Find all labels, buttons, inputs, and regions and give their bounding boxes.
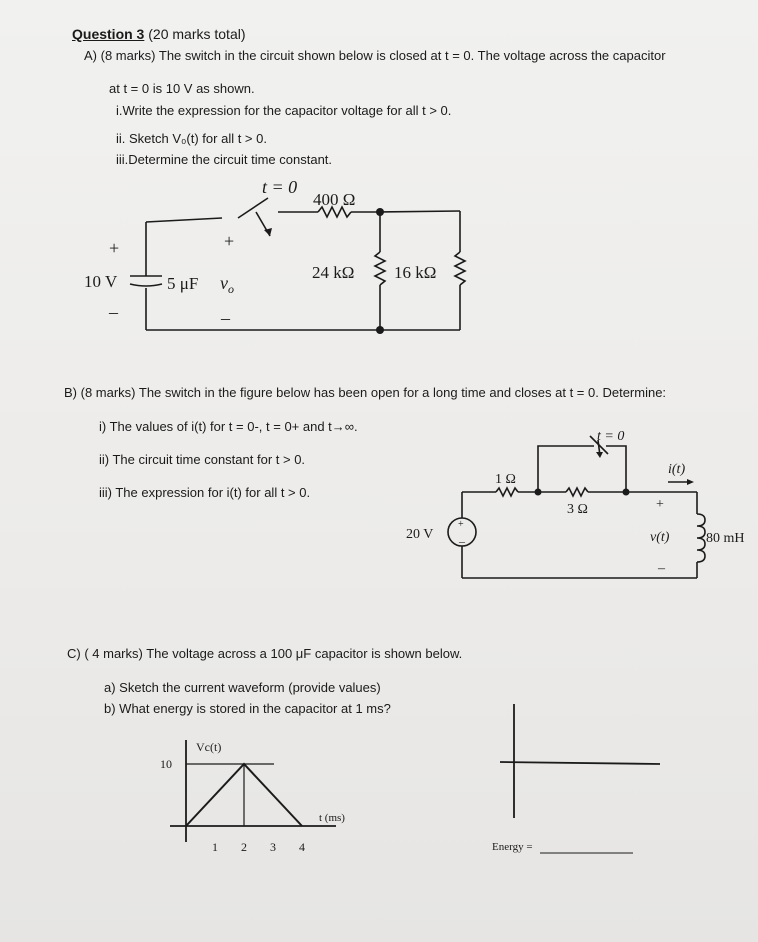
answer-graph-x-axis <box>500 762 660 764</box>
circuit-b-source-plus: + <box>458 519 464 530</box>
circuit-a-vo-minus: – <box>221 308 230 328</box>
circuit-b-inductor-label: 80 mH <box>706 531 745 546</box>
question-marks: (20 marks total) <box>148 26 246 42</box>
energy-label: Energy = <box>492 841 533 853</box>
graph-x-label: t (ms) <box>319 812 345 824</box>
part-c-intro: C) ( 4 marks) The voltage across a 100 μF capacitor is shown below. <box>67 646 463 661</box>
part-a-item-ii: ii. Sketch V₀(t) for all t > 0. <box>116 131 267 146</box>
circuit-a-switch-label: t = 0 <box>262 177 298 197</box>
circuit-b-voltage-label: v(t) <box>650 530 670 545</box>
part-b-item-ii: ii) The circuit time constant for t > 0. <box>99 452 306 467</box>
circuit-a-cap-label: 5 μF <box>167 274 199 293</box>
part-a-intro-line2: at t = 0 is 10 V as shown. <box>109 81 255 96</box>
circuit-b-voltage-plus: + <box>656 497 664 512</box>
graph-x-tick-4: 4 <box>299 840 305 854</box>
part-c-item-b: b) What energy is stored in the capacitor at 1 ms? <box>104 701 391 716</box>
question-title: Question 3 <box>72 26 145 42</box>
circuit-b-switch-label: t = 0 <box>597 429 625 444</box>
circuit-b-voltage-minus: – <box>658 561 665 576</box>
circuit-a-source-minus: – <box>109 302 118 322</box>
graph-x-tick-3: 3 <box>270 840 276 854</box>
circuit-b-current-label: i(t) <box>668 462 686 477</box>
part-a-intro-line1: A) (8 marks) The switch in the circuit shown below is closed at t = 0. The voltage across the capacitor <box>84 48 666 63</box>
circuit-a-r24-label: 24 kΩ <box>312 263 355 282</box>
circuit-a-resistor-label: 400 Ω <box>313 190 356 209</box>
part-a-item-i: i.Write the expression for the capacitor voltage for all t > 0. <box>116 103 452 118</box>
circuit-a-source-plus: + <box>109 238 120 258</box>
circuit-a-vo-subscript: o <box>228 282 234 296</box>
circuit-b-source-label: 20 V <box>406 527 434 542</box>
part-b-intro: B) (8 marks) The switch in the figure below has been open for a long time and closes at t = 0. Determine: <box>64 385 667 400</box>
graph-y-label: Vc(t) <box>196 740 222 754</box>
part-b-item-iii: iii) The expression for i(t) for all t > 0. <box>99 485 311 500</box>
part-c-item-a: a) Sketch the current waveform (provide values) <box>104 680 381 695</box>
graph-x-tick-2: 2 <box>241 840 247 854</box>
part-a-item-iii: iii.Determine the circuit time constant. <box>116 152 333 167</box>
graph-y-tick-10: 10 <box>160 757 172 771</box>
part-b-item-i: i) The values of i(t) for t = 0-, t = 0+ and t→∞. <box>99 419 358 434</box>
circuit-a-vo-plus: + <box>224 231 235 251</box>
circuit-b-r3-label: 3 Ω <box>567 502 588 517</box>
circuit-a-r16-label: 16 kΩ <box>394 263 437 282</box>
circuit-a-source-label: 10 V <box>84 272 118 291</box>
circuit-a-vo-symbol: v <box>220 273 228 293</box>
circuit-b-r1-label: 1 Ω <box>495 472 516 487</box>
graph-x-ticks <box>212 840 305 854</box>
graph-x-tick-1: 1 <box>212 840 218 854</box>
circuit-b-source-minus: – <box>459 534 465 548</box>
